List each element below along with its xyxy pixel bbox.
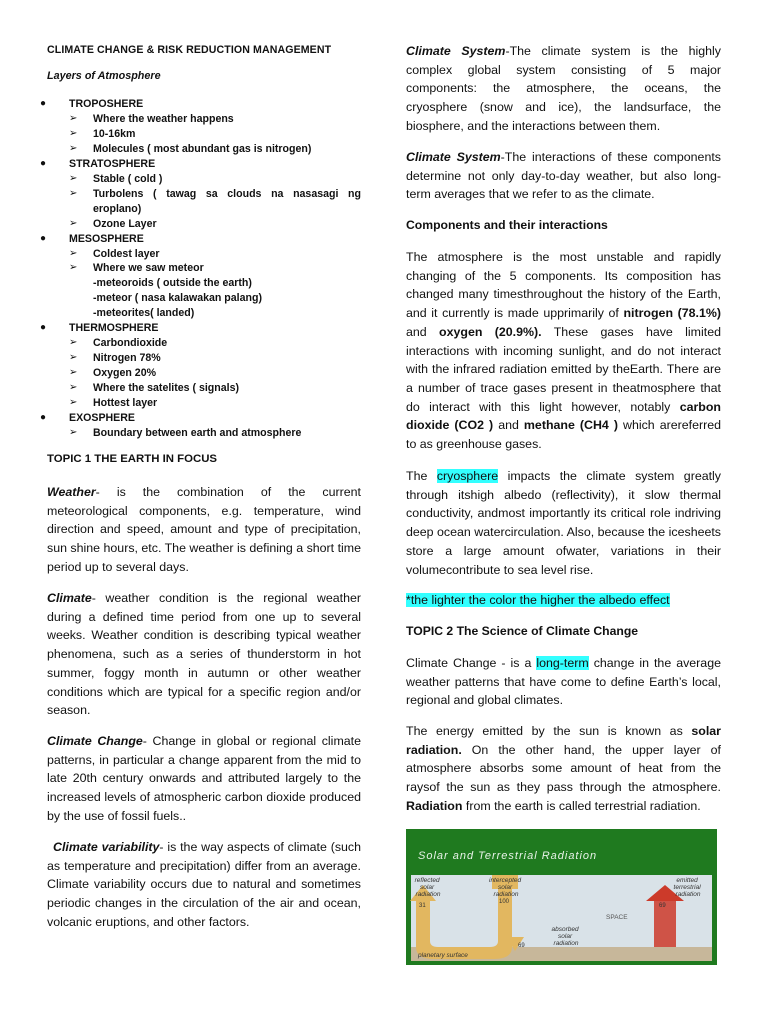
cryosphere-paragraph: The cryosphere impacts the climate system greatly through itshigh albedo (reflectivity), it slow thermal conductivity, andmost importantly its critical role indriving deep ocean watercirculation. Also, because the icesheets store a large amount ofwater, variations in their volumecontribute to sea level rise. bbox=[406, 469, 721, 577]
sub-item: -meteorites( landed) bbox=[93, 307, 195, 320]
list-item: ➢ Coldest layer bbox=[69, 247, 160, 260]
value-69-bottom: 69 bbox=[518, 943, 525, 949]
arrow-bullet-icon: ➢ bbox=[69, 217, 78, 229]
weather-term: Weather bbox=[47, 485, 96, 499]
layer-exosphere bbox=[40, 411, 361, 426]
bullet-icon: ● bbox=[40, 412, 47, 424]
climate-system-paragraph-1: Climate System-The climate system is the highly complex global system consisting of 5 major components: the atmosphere, the oceans, the cryosphere (snow and ice), the landsurface, the biosphere, and the interactions between them. bbox=[406, 44, 721, 133]
layer-name: TROPOSHERE bbox=[69, 98, 144, 110]
layers-heading: Layers of Atmosphere bbox=[47, 70, 161, 82]
figure-title: Solar and Terrestrial Radiation bbox=[418, 850, 598, 862]
intercepted-label: intercepted solar radiation bbox=[489, 877, 522, 898]
arrow-bullet-icon: ➢ bbox=[69, 187, 78, 199]
list-item: ➢ Boundary between earth and atmosphere bbox=[69, 426, 302, 439]
climate-variability-term: Climate variability bbox=[53, 840, 160, 854]
list-item: ➢ Ozone Layer bbox=[69, 217, 157, 230]
climate-system-paragraph-2: Climate System-The interactions of these components determine not only day-to-day weather, but also long-term averages that we refer to as the climate. bbox=[406, 150, 721, 202]
bullet-icon: ● bbox=[40, 157, 47, 169]
list-item: ➢ Stable ( cold ) bbox=[69, 172, 163, 185]
climate-system-term: Climate System bbox=[406, 44, 506, 58]
sub-item: -meteoroids ( outside the earth) bbox=[93, 277, 252, 290]
list-item: ➢ Hottest layer bbox=[69, 397, 158, 410]
surface-label: planetary surface bbox=[418, 952, 468, 959]
climate-change-definition: Climate Change - is a long-term change in the average weather patterns that have come to define Earth’s local, regional and global climates. bbox=[406, 656, 721, 708]
absorbed-label: absorbed solar radiation bbox=[551, 926, 579, 947]
list-item: ➢ 10-16km bbox=[69, 127, 136, 140]
layer-mesosphere bbox=[40, 232, 361, 247]
climate-change-paragraph: Climate Change- Change in global or regional climate patterns, in particular a change apparent from the mid to late 20th century onwards and attributed largely to the increased levels of atmospheric carbon dioxide produced by the use of fossil fuels.. bbox=[47, 734, 361, 823]
list-item: ➢ Turbolens ( tawag sa clouds na nasasagi ng eroplano) bbox=[69, 187, 361, 215]
value-69-top: 69 bbox=[659, 903, 666, 909]
list-item: ➢ Carbondioxide bbox=[69, 337, 168, 350]
long-term-highlight: long-term bbox=[536, 656, 589, 670]
value-31: 31 bbox=[419, 903, 426, 909]
list-item: ➢ Nitrogen 78% bbox=[69, 352, 161, 365]
cryosphere-highlight: cryosphere bbox=[436, 469, 499, 483]
arrow-bullet-icon: ➢ bbox=[69, 142, 78, 154]
arrow-bullet-icon: ➢ bbox=[69, 367, 78, 379]
sub-item: -meteor ( nasa kalawakan palang) bbox=[93, 292, 262, 305]
layer-name: STRATOSPHERE bbox=[69, 157, 156, 170]
layer-stratosphere bbox=[40, 157, 361, 172]
arrow-bullet-icon: ➢ bbox=[69, 127, 78, 139]
list-item: ➢ Molecules ( most abundant gas is nitrogen) bbox=[69, 142, 312, 155]
topic1-heading: TOPIC 1 THE EARTH IN FOCUS bbox=[47, 453, 218, 465]
layers-list bbox=[40, 97, 361, 441]
arrow-bullet-icon: ➢ bbox=[69, 262, 78, 274]
reflected-label: reflected solar radiation bbox=[414, 877, 441, 898]
weather-paragraph: Weather- is the combination of the current meteorological components, e.g. temperature, wind direction and speed, amount and type of precipitation, sun shine hours, etc. The weather is defining a short time period up to several days. bbox=[47, 485, 361, 574]
bullet-icon: ● bbox=[40, 232, 47, 244]
arrow-bullet-icon: ➢ bbox=[69, 397, 78, 409]
list-item: ➢ Where the satelites ( signals) bbox=[69, 382, 240, 395]
layer-name: EXOSPHERE bbox=[69, 412, 135, 425]
topic2-heading: TOPIC 2 The Science of Climate Change bbox=[406, 624, 639, 638]
climate-change-term: Climate Change bbox=[47, 734, 143, 748]
atmosphere-paragraph: The atmosphere is the most unstable and rapidly changing of the 5 components. Its composition has changed many timesthroughout the history of the Earth, and it currently is made upprimarily of nitrogen (78.1%) and oxygen (20.9%). These gases have limited interactions with incoming sunlight, and do not interact with the infrared radiation emitted by theEarth. There are a number of trace gases present in theatmosphere that do interact with this light however, notably carbon dioxide (CO2 ) and methane (CH4 ) which arereferred to as greenhouse gases. bbox=[406, 250, 721, 452]
document-title: CLIMATE CHANGE & RISK REDUCTION MANAGEMENT bbox=[47, 44, 332, 56]
radiation-diagram bbox=[406, 829, 717, 965]
bullet-icon: ● bbox=[40, 322, 47, 334]
layer-troposphere bbox=[40, 97, 361, 112]
arrow-bullet-icon: ➢ bbox=[69, 172, 78, 184]
arrow-bullet-icon: ➢ bbox=[69, 382, 78, 394]
arrow-bullet-icon: ➢ bbox=[69, 352, 78, 364]
space-label: SPACE bbox=[606, 914, 628, 921]
climate-term: Climate bbox=[47, 591, 92, 605]
layer-thermosphere bbox=[40, 321, 361, 336]
layer-name: MESOSPHERE bbox=[69, 232, 144, 245]
bullet-icon: ● bbox=[40, 98, 47, 109]
components-heading: Components and their interactions bbox=[406, 218, 608, 232]
list-item: ➢ Where we saw meteor bbox=[69, 262, 204, 275]
value-100: 100 bbox=[499, 899, 510, 905]
arrow-bullet-icon: ➢ bbox=[69, 112, 78, 124]
arrow-bullet-icon: ➢ bbox=[69, 337, 78, 349]
climate-paragraph: Climate- weather condition is the regional weather during a defined time period from one up to several weeks. Weather condition is describing typical weather phenomena, such as a series of thunderstorm in hot summer, foggy month in autumn or other weather conditions which are typical for a specific region and/or season. bbox=[47, 591, 361, 718]
radiation-figure bbox=[406, 829, 717, 965]
arrow-bullet-icon: ➢ bbox=[69, 426, 78, 438]
list-item: ➢ Where the weather happens bbox=[69, 112, 234, 125]
emitted-label: emitted terrestrial radiation bbox=[673, 877, 701, 898]
albedo-note: *the lighter the color the higher the albedo effect bbox=[406, 593, 670, 607]
layer-name: THERMOSPHERE bbox=[69, 322, 159, 335]
arrow-bullet-icon: ➢ bbox=[69, 247, 78, 259]
climate-system-term: Climate System bbox=[406, 150, 501, 164]
energy-paragraph: The energy emitted by the sun is known as solar radiation. On the other hand, the upper layer of atmosphere absorbs some amount of heat from the raysof the sun as they pass through the atmosphere. Radiation from the earth is called terrestrial radiation. bbox=[406, 724, 721, 813]
list-item: ➢ Oxygen 20% bbox=[69, 367, 157, 380]
climate-variability-paragraph: Climate variability- is the way aspects of climate (such as temperature and precipitation) differ from an average. Climate variability occurs due to natural and sometimes periodic changes in the circulation of the air and ocean, volcanic eruptions, and other factors. bbox=[47, 840, 361, 929]
